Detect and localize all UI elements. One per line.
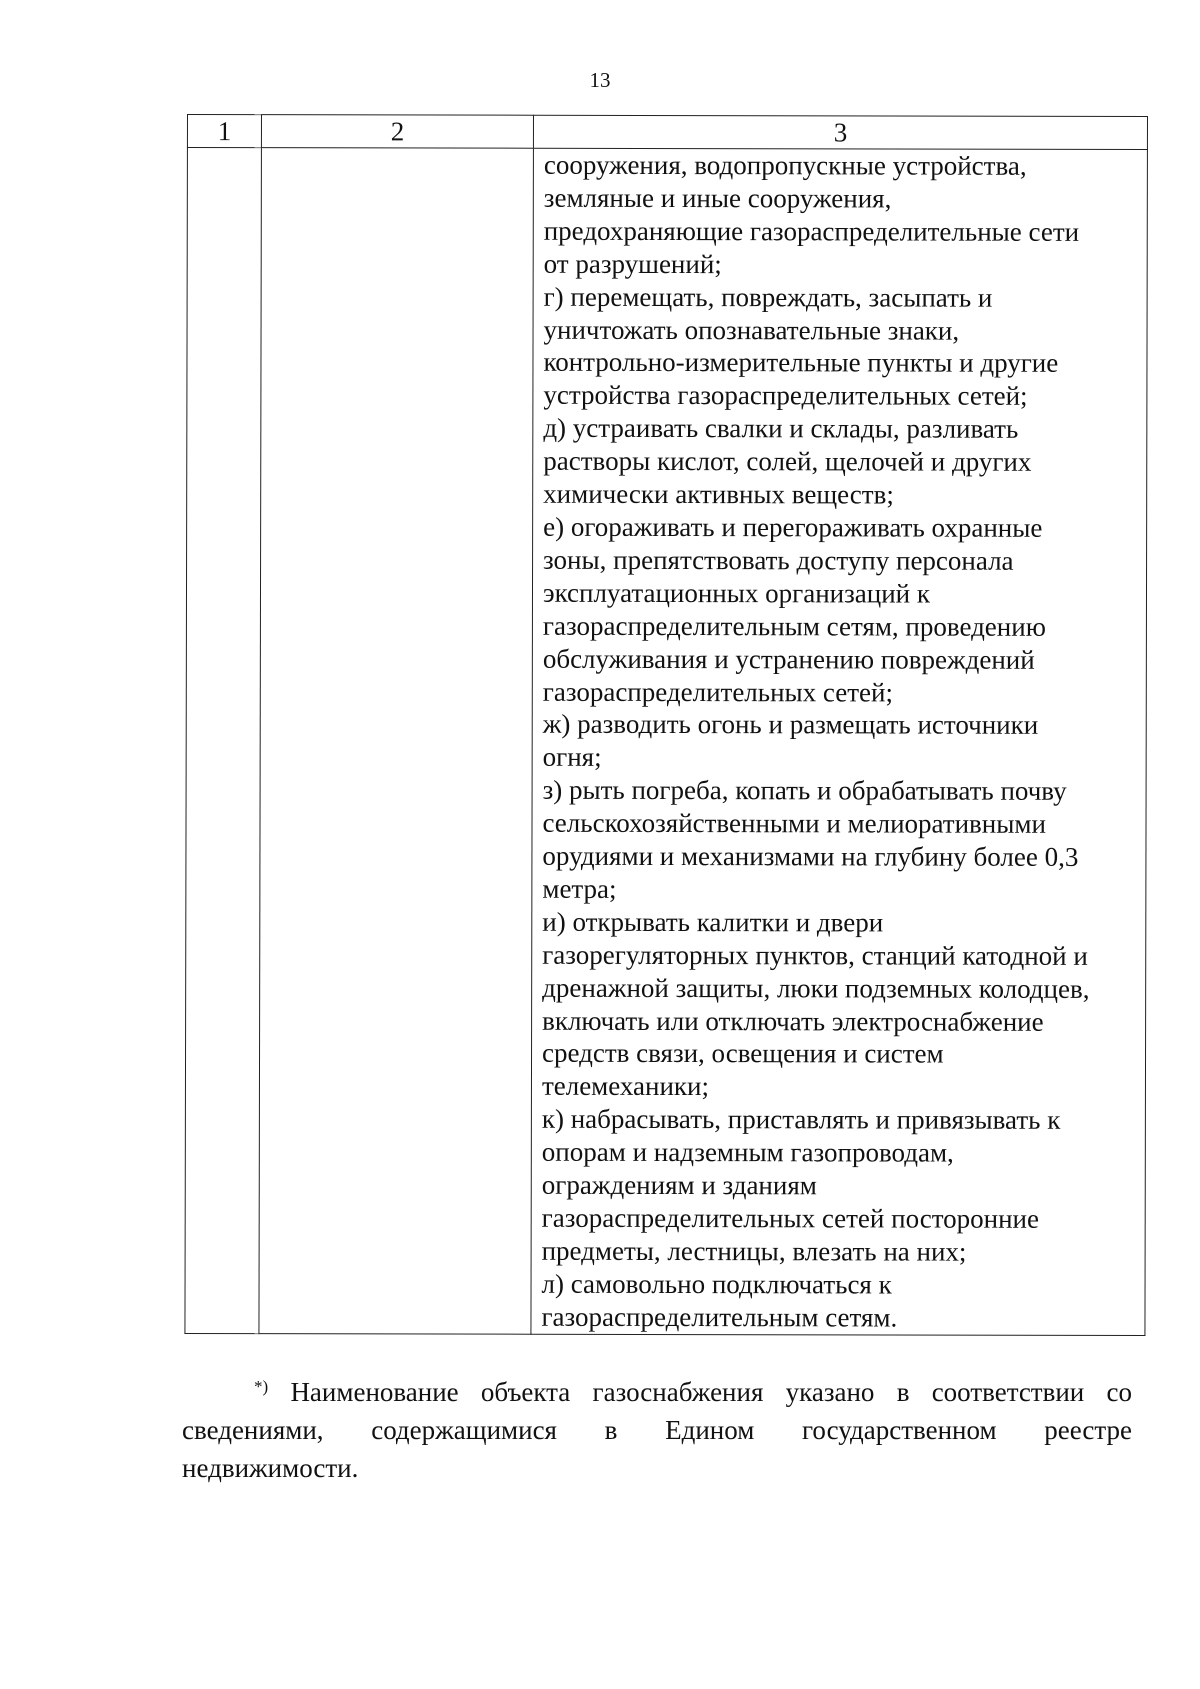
text-line: телемеханики; <box>541 1071 710 1102</box>
text-line: растворы кислот, солей, щелочей и других <box>543 445 1032 477</box>
text-line: включать или отключать электроснабжение <box>542 1005 1044 1037</box>
text-line: уничтожать опознавательные знаки, <box>543 314 960 346</box>
text-line: устройства газораспределительных сетей; <box>543 380 1028 412</box>
text-line: газораспределительным сетям. <box>541 1301 898 1333</box>
text-line: зоны, препятствовать доступу персонала <box>543 544 1014 576</box>
text-line: предметы, лестницы, влезать на них; <box>541 1235 967 1267</box>
text-line: опорам и надземным газопроводам, <box>541 1136 954 1168</box>
footnote <box>182 1373 1132 1487</box>
text-line: метра; <box>542 873 617 904</box>
text-line: земляные и иные сооружения, <box>543 182 892 214</box>
table-cell-col3 <box>531 148 1147 1335</box>
restrictions-text <box>531 149 1146 1335</box>
text-line: предохраняющие газораспределительные сети <box>543 215 1080 247</box>
text-line: л) самовольно подключаться к <box>541 1268 892 1300</box>
text-line: сооружения, водопропускные устройства, <box>543 149 1027 181</box>
text-line: сельскохозяйственными и мелиоративными <box>542 807 1046 839</box>
text-line: з) рыть погреба, копать и обрабатывать почву <box>542 774 1067 807</box>
text-line: дренажной защиты, люки подземных колодцев, <box>542 972 1090 1004</box>
text-line: ж) разводить огонь и размещать источники <box>542 709 1039 741</box>
text-line: средств связи, освещения и систем <box>542 1038 944 1070</box>
column-header-2: 2 <box>261 115 533 149</box>
table-cell-col1 <box>185 148 261 1334</box>
footnote-line: сведениями, содержащимися в Едином государственном реестре <box>182 1415 1132 1445</box>
footnote-marker: *) <box>254 1377 269 1396</box>
column-header-1: 1 <box>187 115 261 148</box>
text-line: эксплуатационных организаций к <box>542 577 931 609</box>
text-line: обслуживания и устранению повреждений <box>542 643 1035 675</box>
footnote-line: *) Наименование объекта газоснабжения указано в соответствии со <box>254 1377 1133 1407</box>
text-line: от разрушений; <box>543 248 722 279</box>
text-line: огня; <box>542 742 602 773</box>
text-line: газорегуляторных пунктов, станций катодной и <box>542 939 1088 971</box>
text-line: контрольно-измерительные пункты и другие <box>543 347 1059 379</box>
column-header-3: 3 <box>533 115 1147 149</box>
text-line: газораспределительных сетей; <box>542 676 894 707</box>
text-line: орудиями и механизмами на глубину более 0,3 <box>542 840 1079 872</box>
text-line: к) набрасывать, приставлять и привязывать к <box>541 1104 1061 1136</box>
text-line: д) устраивать свалки и склады, разливать <box>543 412 1019 444</box>
table-header-row <box>187 115 1147 150</box>
page-number: 13 <box>589 68 611 92</box>
table-cell-col2 <box>259 148 533 1334</box>
text-line: г) перемещать, повреждать, засыпать и <box>543 281 993 313</box>
text-line: газораспределительных сетей посторонние <box>541 1202 1040 1234</box>
text-line: химически активных веществ; <box>543 478 894 510</box>
text-line: газораспределительным сетям, проведению <box>542 610 1046 642</box>
footnote-line: недвижимости. <box>182 1453 359 1483</box>
document-table <box>184 114 1148 1336</box>
text-line: е) огораживать и перегораживать охранные <box>543 511 1043 543</box>
table-row <box>185 148 1147 1336</box>
text-line: ограждениям и зданиям <box>541 1169 817 1201</box>
text-line: и) открывать калитки и двери <box>542 906 884 938</box>
